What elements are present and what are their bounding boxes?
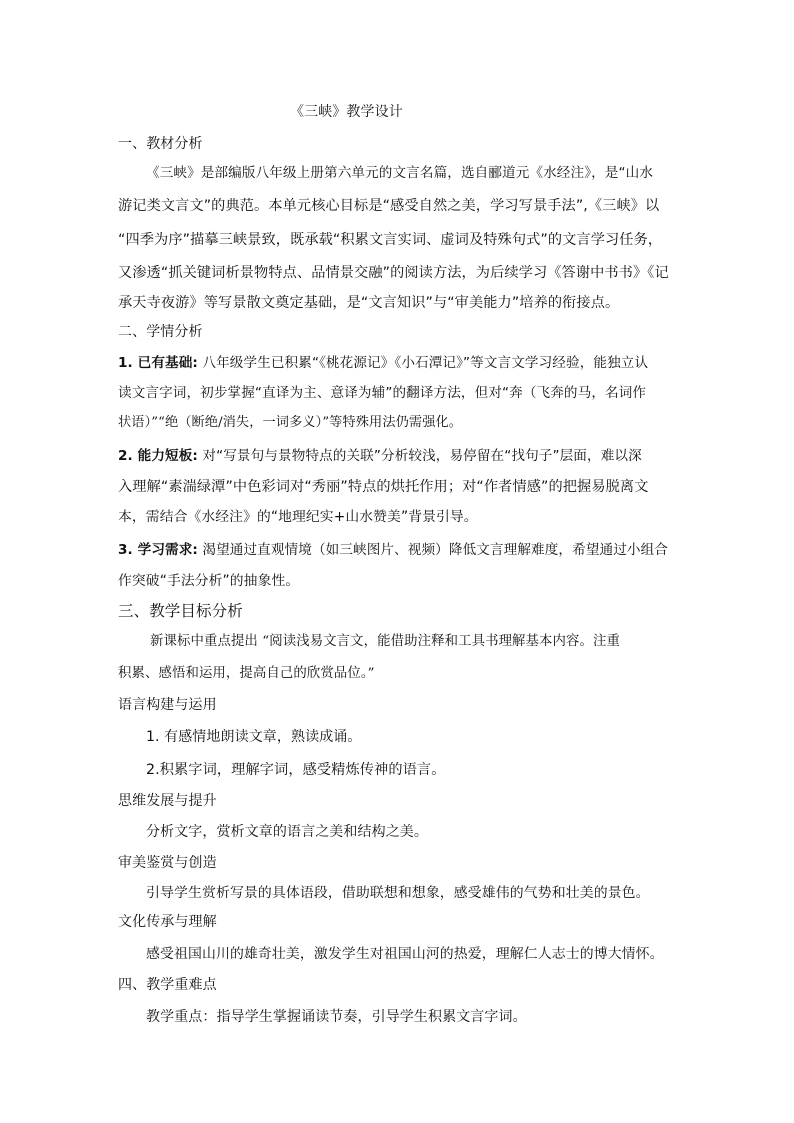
goal-1-heading: 语言构建与运用 (118, 697, 217, 713)
s2-p3-label: 3. 学习需求: (118, 542, 198, 558)
s2-p1-line-2: 读文言字词，初步掌握“直译为主、意译为辅”的翻译方法，但对“奔（飞奔的马，名词作 (118, 385, 647, 401)
goal-2-text: 分析文字，赏析文章的语言之美和结构之美。 (146, 824, 428, 840)
section-2-heading: 二、学情分析 (118, 324, 203, 340)
s1-line-2: 游记类文言文”的典范。本单元核心目标是“感受自然之美，学习写景手法”,《三峡》以 (118, 198, 660, 214)
goal-4-heading: 文化传承与理解 (118, 914, 217, 930)
goal-4-text: 感受祖国山川的雄奇壮美，激发学生对祖国山河的热爱，理解仁人志士的博大情怀。 (146, 946, 664, 962)
s2-p2-label: 2. 能力短板: (118, 448, 198, 464)
goal-2-heading: 思维发展与提升 (118, 793, 217, 809)
goal-3-text: 引导学生赏析写景的具体语段，借助联想和想象，感受雄伟的气势和壮美的景色。 (146, 885, 650, 901)
s3-quote-line-1: 新课标中重点提出 “阅读浅易文言文，能借助注释和工具书理解基本内容。注重 (150, 634, 620, 649)
s2-p1-text: 八年级学生已积累“《桃花源记》《小石潭记》”等文言文学习经验，能独立认 (202, 355, 649, 371)
goal-1-item-2: 2.积累字词，理解字词，感受精炼传神的语言。 (146, 762, 446, 778)
s1-line-1: 《三峡》是部编版八年级上册第六单元的文言名篇，选自郦道元《水经注》，是“山水 (146, 165, 654, 181)
s2-p1-label: 1. 已有基础: (118, 355, 198, 371)
section-1-heading: 一、教材分析 (118, 136, 203, 152)
s4-focus: 教学重点：指导学生掌握诵读节奏，引导学生积累文言字词。 (146, 1009, 527, 1025)
s2-p1-line-1 (118, 353, 648, 373)
s2-p2-line-3: 本，需结合《水经注》的“地理纪实+山水赞美”背景引导。 (118, 509, 478, 525)
s2-p3-line-1 (118, 540, 668, 560)
goal-1-item-1: 1. 有感情地朗读文章，熟读成诵。 (146, 729, 362, 745)
section-3-heading: 三、教学目标分析 (118, 602, 243, 620)
section-4-heading: 四、教学重难点 (118, 977, 217, 993)
s3-quote-line-2: 积累、感悟和运用，提高自己的欣赏品位。” (118, 666, 375, 681)
s1-line-4: 又渗透“抓关键词析景物特点、品情景交融”的阅读方法，为后续学习《答谢中书书》《记 (118, 265, 669, 281)
s1-line-3: “四季为序”描摹三峡景致，既承载“积累文言实词、虚词及特殊句式”的文言学习任务， (118, 232, 663, 248)
s2-p2-line-2: 入理解“素湍绿潭”中色彩词对“秀丽”特点的烘托作用；对“作者情感”的把握易脱离文 (118, 479, 649, 495)
s2-p1-line-3: 状语）”“绝（断绝/消失，一词多义）”等特殊用法仍需强化。 (118, 415, 463, 430)
s2-p3-text: 渴望通过直观情境（如三峡图片、视频）降低文言理解难度，希望通过小组合 (202, 542, 668, 558)
s1-line-5: 承天寺夜游》等写景散文奠定基础，是“文言知识”与“审美能力”培养的衔接点。 (118, 295, 620, 311)
s2-p2-line-1 (118, 446, 642, 466)
s2-p2-text: 对“写景句与景物特点的关联”分析较浅，易停留在“找句子”层面，难以深 (202, 448, 642, 464)
doc-title: 《三峡》教学设计 (290, 104, 403, 120)
goal-3-heading: 审美鉴赏与创造 (118, 855, 217, 871)
s2-p3-line-2: 作突破“手法分析”的抽象性。 (118, 573, 300, 589)
